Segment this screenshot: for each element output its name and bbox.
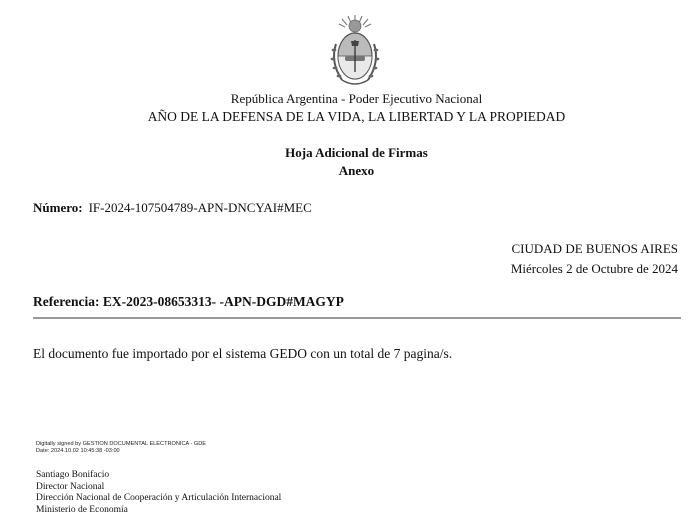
digital-signature-line: Digitally signed by GESTION DOCUMENTAL ELECTRONICA - GDE [36, 441, 207, 447]
date: Miércoles 2 de Octubre de 2024 [510, 261, 678, 276]
document-title: Hoja Adicional de Firmas [285, 145, 428, 160]
document-number [33, 200, 312, 216]
signer-block [36, 470, 281, 516]
reference: Referencia: EX-2023-08653313- -APN-DGD#MAGYP [33, 294, 344, 309]
digital-signature-stamp [36, 441, 206, 454]
divider [33, 317, 681, 319]
place-and-date [511, 239, 678, 279]
header-government: República Argentina - Poder Ejecutivo Nacional [230, 91, 483, 106]
header-year-motto: AÑO DE LA DEFENSA DE LA VIDA, LA LIBERTAD Y LA PROPIEDAD [147, 109, 566, 124]
body-text: El documento fue importado por el sistema GEDO con un total de 7 pagina/s. [33, 346, 453, 361]
argentina-coat-of-arms-icon [328, 14, 382, 90]
signer-name: Santiago Bonifacio [36, 470, 110, 480]
signer-ministry: Ministerio de Economía [36, 504, 128, 515]
signer-office: Dirección Nacional de Cooperación y Articulación Internacional [36, 493, 282, 504]
document-subtitle: Anexo [338, 163, 375, 178]
document-number-label: Número: [33, 200, 83, 215]
city: CIUDAD DE BUENOS AIRES [511, 241, 678, 256]
signer-role: Director Nacional [36, 481, 105, 492]
document-number-value: IF-2024-107504789-APN-DNCYAI#MEC [88, 200, 312, 215]
digital-signature-date: Date: 2024.10.02 10:45:38 -03:00 [36, 447, 120, 454]
